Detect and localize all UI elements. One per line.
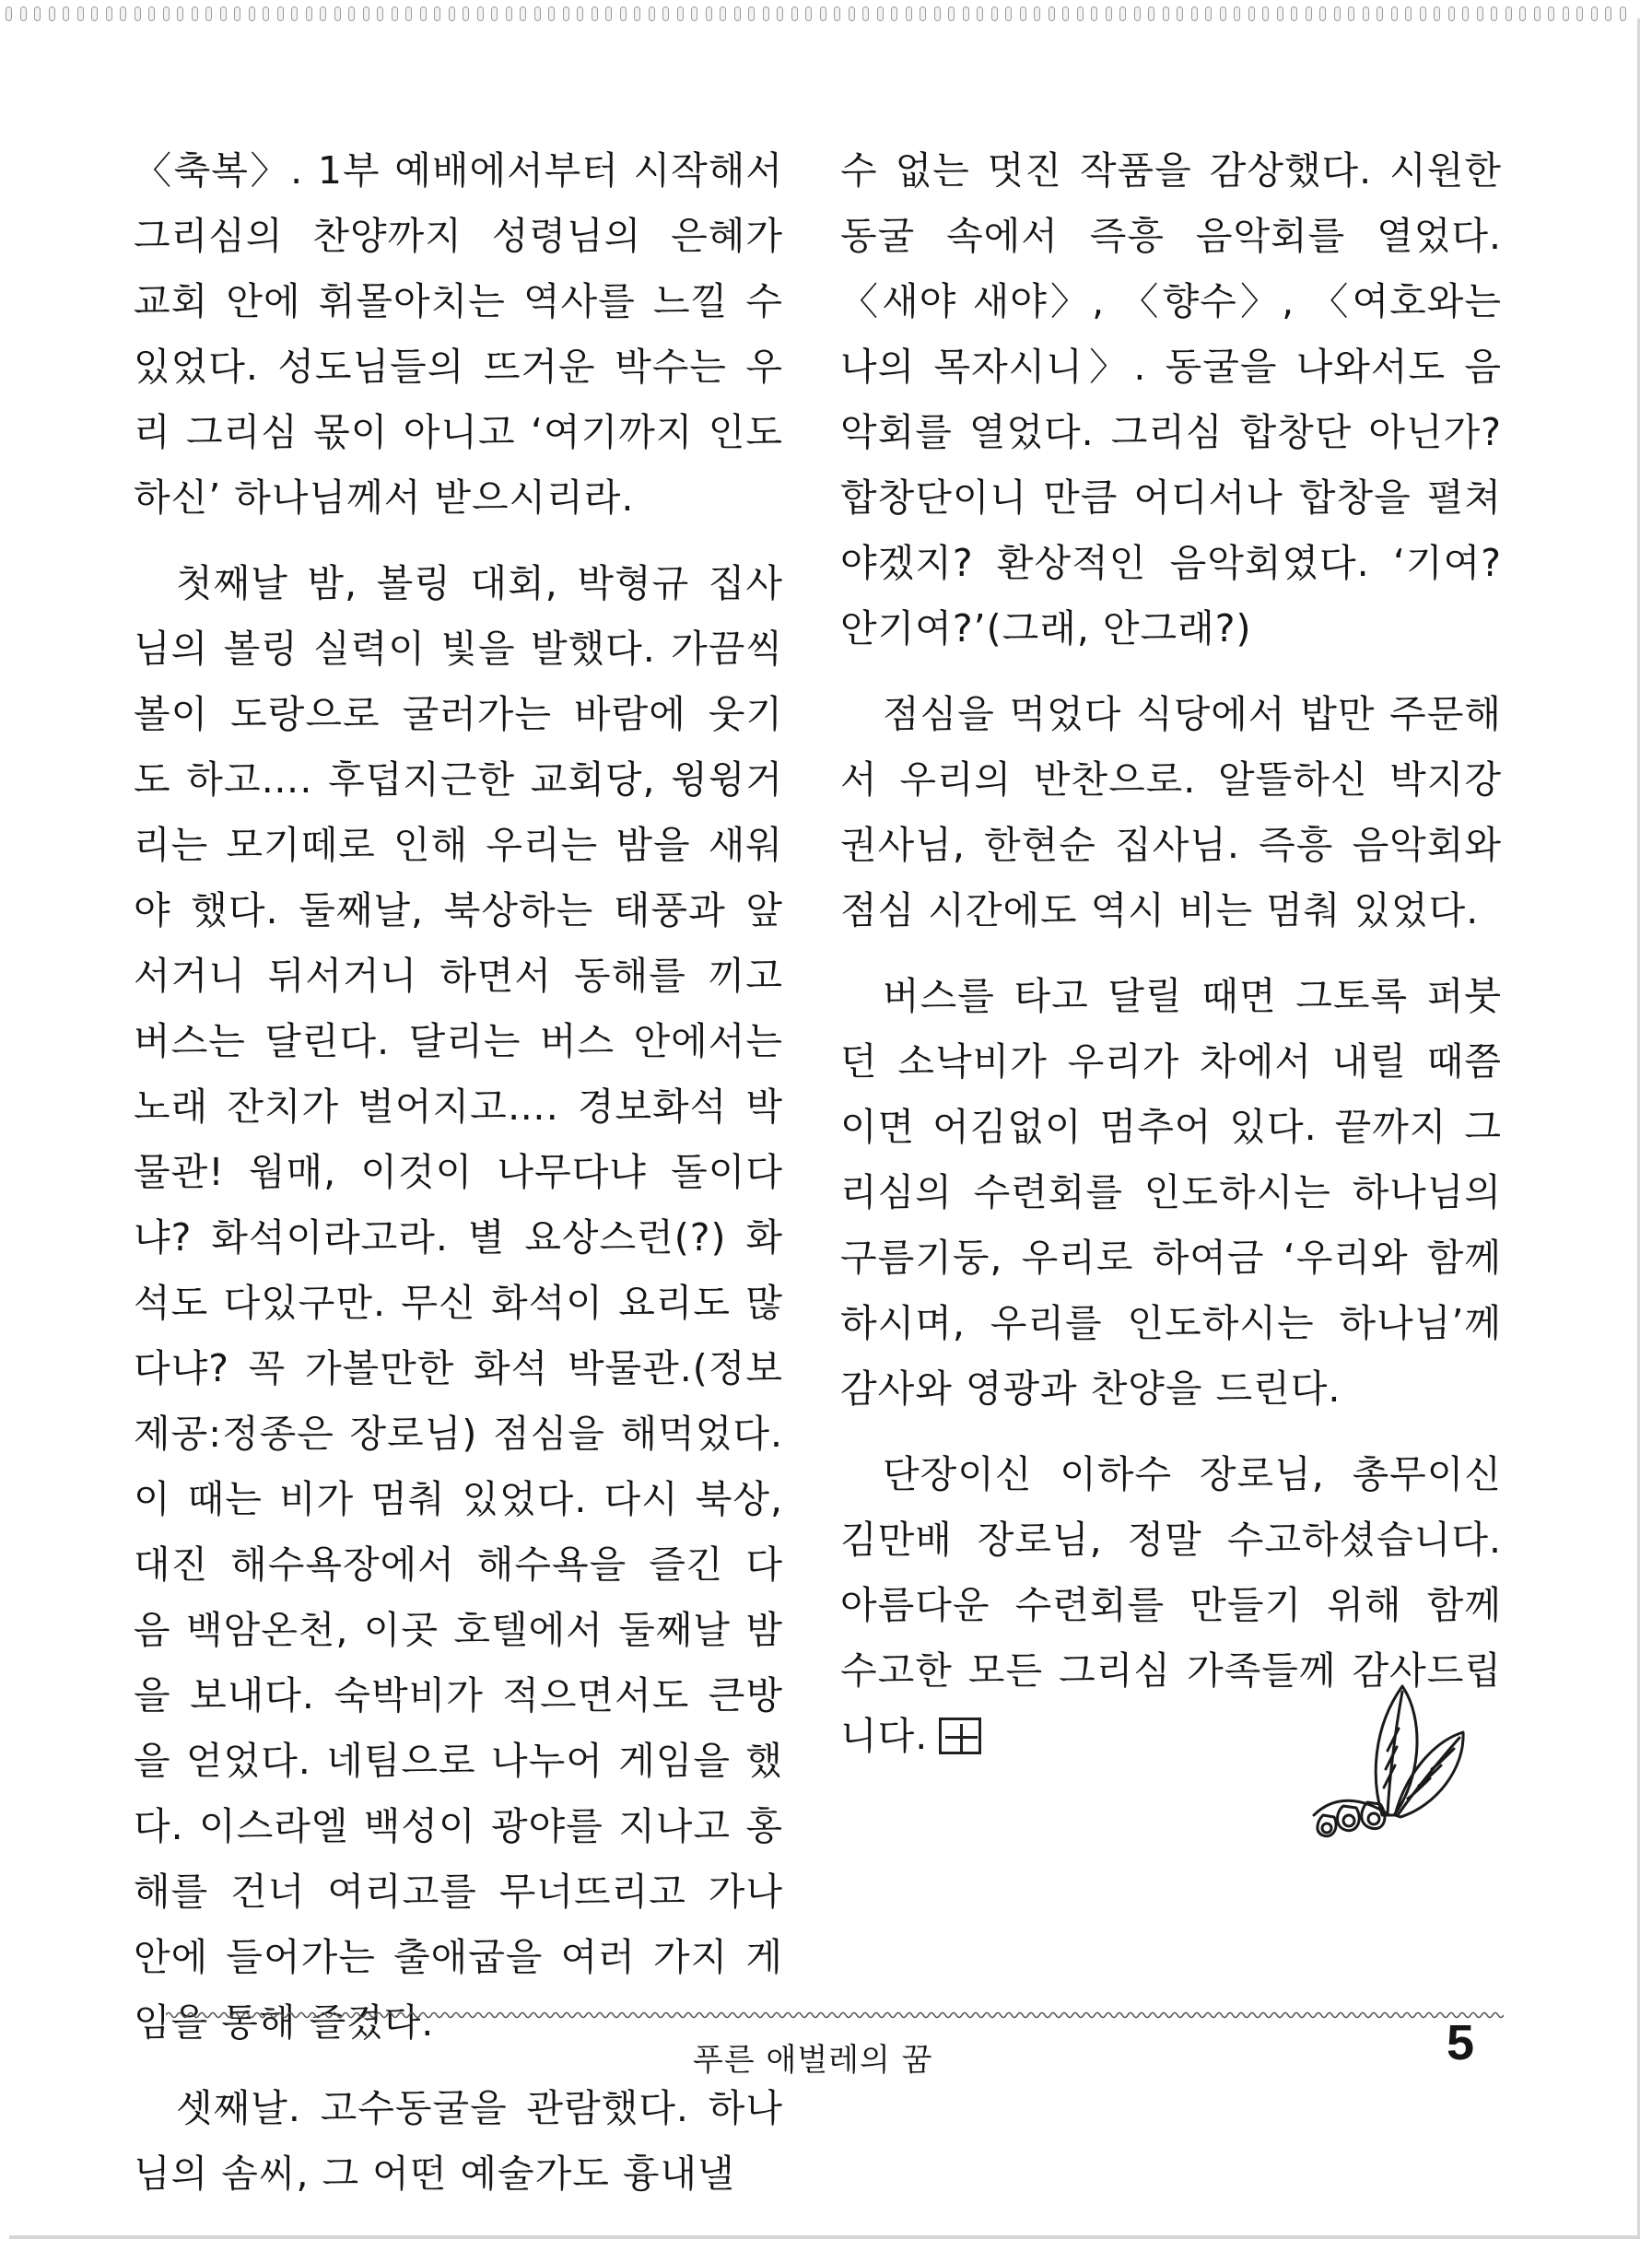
- footer-wavy-rule: [166, 2009, 1504, 2022]
- left-paragraph-3: 셋째날. 고수동굴을 관람했다. 하나님의 솜씨, 그 어떤 예술가도 흉내낼: [134, 2086, 783, 2196]
- left-paragraph-1: 〈축복〉. 1부 예배에서부터 시작해서 그리심의 찬양까지 성령님의 은혜가 교회 안에 휘몰아치는 역사를 느낄 수 있었다. 성도님들의 뜨거운 박수는 우리 그리심 몫이 아니고 ‘여기까지 인도하신’ 하나님께서 받으시리라.: [134, 148, 783, 520]
- left-paragraph-2: 첫째날 밤, 볼링 대회, 박형규 집사님의 볼링 실력이 빛을 발했다. 가끔씩 볼이 도랑으로 굴러가는 바람에 웃기도 하고…. 후덥지근한 교회당, 윙윙거리는 모기떼로 인해 우리는 밤을 새워야 했다. 둘째날, 북상하는 태풍과 앞서거니 뒤서거니 하면서 동해를 끼고 버스는 달린다. 달리는 버스 안에서는 노래 잔치가 벌어지고…. 경보화석 박물관! 웜매, 이것이 나무다냐 돌이다냐? 화석이라고라. 별 요상스런(?) 화석도 다있구만. 무신 화석이 요리도 많다냐? 꼭 가볼만한 화석 박물관.(정보제공:정종은 장로님) 점심을 해먹었다. 이 때는 비가 멈춰 있었다. 다시 북상, 대진 해수욕장에서 해수욕을 즐긴 다음 백암온천, 이곳 호텔에서 둘째날 밤을 보내다. 숙박비가 적으면서도 큰방을 얻었다. 네팀으로 나누어 게임을 했다. 이스라엘 백성이 광야를 지나고 홍해를 건너 여리고를 무너뜨리고 가나안에 들어가는 출애굽을 여러 가지 게임을 통해 즐겼다.: [134, 561, 783, 2045]
- right-column: [840, 138, 1502, 1769]
- right-paragraph-3: 버스를 타고 달릴 때면 그토록 퍼붓던 소낙비가 우리가 차에서 내릴 때쯤이면 어김없이 멈추어 있다. 끝까지 그리심의 수련회를 인도하시는 하나님의 구름기둥, 우리로 하여금 ‘우리와 함께하시며, 우리를 인도하시는 하나님’께 감사와 영광과 찬양을 드린다.: [840, 974, 1502, 1411]
- footer-title: 푸른 애벌레의 꿈: [693, 2042, 933, 2079]
- lily-of-the-valley-illustration: [1306, 1677, 1472, 1852]
- right-paragraph-4-text: 단장이신 이하수 장로님, 총무이신 김만배 장로님, 정말 수고하셨습니다. 아름다운 수련회를 만들기 위해 함께 수고한 모든 그리심 가족들께 감사드립니다.: [840, 1452, 1502, 1758]
- right-paragraph-2: 점심을 먹었다 식당에서 밥만 주문해서 우리의 반찬으로. 알뜰하신 박지강 권사님, 한현순 집사님. 즉흥 음악회와 점심 시간에도 역시 비는 멈춰 있었다.: [840, 692, 1502, 932]
- left-column: [134, 138, 783, 2207]
- page-number: 5: [1447, 2015, 1475, 2070]
- end-mark-icon: [939, 1718, 981, 1754]
- right-paragraph-1: 수 없는 멋진 작품을 감상했다. 시원한 동굴 속에서 즉흥 음악회를 열었다. 〈새야 새야〉, 〈향수〉, 〈여호와는 나의 목자시니〉. 동굴을 나와서도 음악회를 열었다. 그리심 합창단 아닌가? 합창단이니 만큼 어디서나 합창을 펼쳐야겠지? 환상적인 음악회였다. ‘기여? 안기여?’(그래, 안그래?): [840, 148, 1502, 651]
